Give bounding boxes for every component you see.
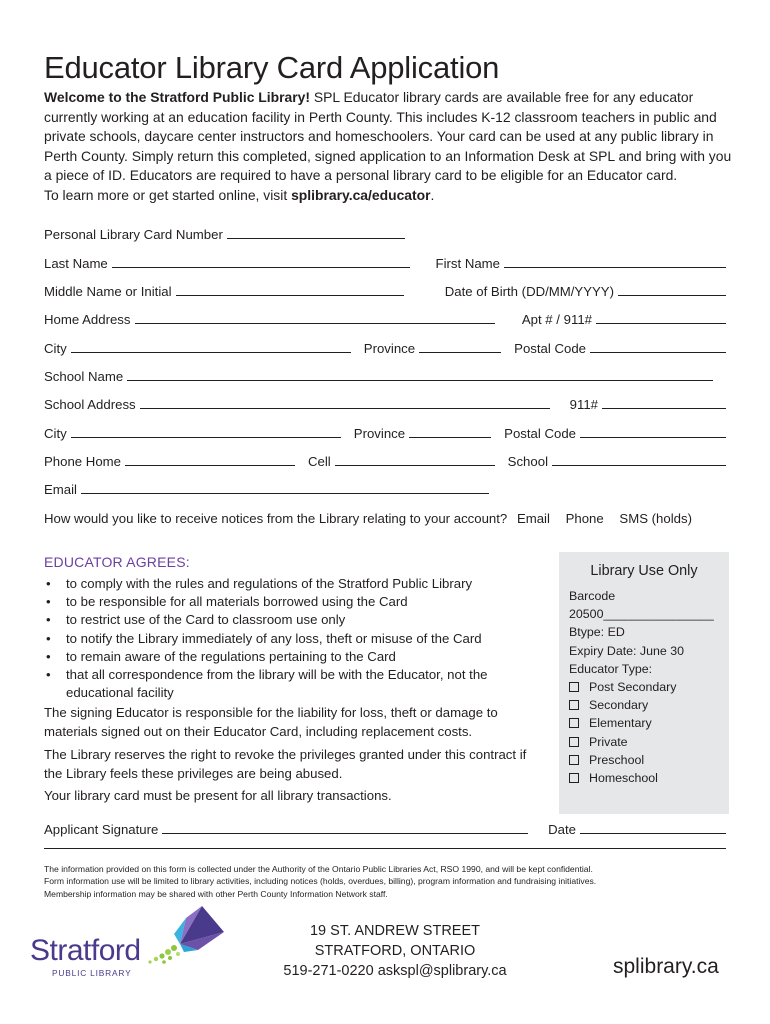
row-personal-card [44, 227, 726, 245]
field-last-name[interactable] [44, 256, 410, 274]
input-line-cell[interactable] [335, 454, 495, 466]
stratford-library-logo [26, 904, 226, 984]
input-line-school-city[interactable] [71, 426, 341, 438]
logo-wordmark: Stratford [30, 934, 141, 967]
notice-option-email[interactable]: Email [516, 511, 550, 526]
page-title: Educator Library Card Application [44, 50, 500, 85]
field-email[interactable] [44, 482, 489, 500]
type-label: Post Secondary [589, 680, 677, 695]
input-line-first-name[interactable] [504, 256, 726, 268]
agrees-item: • to comply with the rules and regulations of the Stratford Public Library [44, 575, 544, 593]
agrees-item: • to restrict use of the Card to classroom use only [44, 611, 544, 629]
input-line-school-postal[interactable] [580, 426, 726, 438]
label-school-911: 911# [569, 397, 598, 412]
type-label: Private [589, 734, 628, 749]
label-signature-date: Date [548, 822, 576, 837]
type-secondary[interactable] [569, 696, 719, 714]
field-school-postal[interactable] [504, 426, 726, 444]
intro-body: SPL Educator library cards are available free for any educator currently working at an education facility in Perth County. This includes K-12 classroom teachers in public and private schools, daycare center instructors and homeschoolers. Your card can be used at any public library in Perth County. Simply return this completed, signed application to an Information Desk at SPL and bring with you a piece of ID. Educators are required to have a personal library card to be eligible for an Educator card. [44, 89, 732, 184]
input-line-phone-home[interactable] [125, 454, 295, 466]
label-home-address: Home Address [44, 312, 131, 327]
input-line-middle-name[interactable] [176, 284, 404, 296]
label-dob: Date of Birth (DD/MM/YYYY) [444, 284, 614, 299]
privacy-notice [44, 863, 724, 900]
checkbox-icon[interactable] [569, 737, 579, 747]
field-city[interactable] [44, 341, 351, 359]
input-line-signature[interactable] [162, 822, 528, 834]
input-line-city[interactable] [71, 341, 351, 353]
privacy-line: Form information use will be limited to library activities, including notices (holds, overdues, billing), program information and fundraising initiatives. [44, 876, 597, 887]
type-homeschool[interactable] [569, 769, 719, 787]
label-apt: Apt # / 911# [521, 312, 592, 327]
input-line-school-911[interactable] [602, 397, 726, 409]
agrees-item: • to be responsible for all materials borrowed using the Card [44, 593, 544, 611]
btype: Btype: ED [569, 625, 625, 640]
checkbox-icon[interactable] [569, 773, 579, 783]
address-street: 19 ST. ANDREW STREET [309, 923, 480, 939]
intro-welcome: Welcome to the Stratford Public Library! [44, 89, 311, 105]
expiry-date: Expiry Date: June 30 [569, 643, 685, 658]
learn-suffix: . [430, 186, 435, 203]
label-middle-name: Middle Name or Initial [44, 284, 172, 299]
card-present-paragraph: Your library card must be present for all library transactions. [44, 788, 392, 803]
input-line-province[interactable] [419, 341, 501, 353]
checkbox-icon[interactable] [569, 718, 579, 728]
educator-link[interactable]: splibrary.ca/educator [291, 186, 431, 203]
label-school-postal: Postal Code [504, 426, 576, 441]
checkbox-icon[interactable] [569, 700, 579, 710]
agrees-item: • that all correspondence from the library will be with the Educator, not the educational facility [44, 666, 544, 702]
field-school-name[interactable] [44, 369, 713, 387]
input-line-school-name[interactable] [127, 369, 713, 381]
label-school-phone: School [507, 454, 548, 469]
agrees-title: EDUCATOR AGREES: [44, 554, 190, 570]
type-private[interactable] [569, 733, 719, 751]
field-school-city[interactable] [44, 426, 341, 444]
label-applicant-signature: Applicant Signature [44, 822, 159, 837]
barcode-value: 20500________________ [569, 607, 714, 622]
label-last-name: Last Name [44, 256, 108, 271]
type-label: Elementary [589, 716, 652, 731]
agrees-item: • to remain aware of the regulations pertaining to the Card [44, 648, 544, 666]
field-phone-home[interactable] [44, 454, 295, 472]
input-line-apt[interactable] [596, 312, 726, 324]
label-first-name: First Name [435, 256, 500, 271]
input-line-personal-card[interactable] [227, 227, 405, 239]
row-email [44, 482, 726, 500]
input-line-date[interactable] [580, 822, 726, 834]
notice-preference [44, 511, 692, 526]
field-apt[interactable] [522, 312, 726, 330]
learn-prefix: To learn more or get started online, visit [44, 186, 292, 203]
input-line-school-province[interactable] [409, 426, 491, 438]
label-school-name: School Name [44, 369, 124, 384]
field-cell[interactable] [308, 454, 495, 472]
liability-paragraph: The signing Educator is responsible for the liability for loss, theft or damage to materials signed out on their Educator Card, including replacement costs. [44, 705, 498, 739]
row-names [44, 256, 726, 274]
address-contact[interactable]: 519-271-0220 askspl@splibrary.ca [283, 963, 507, 979]
field-applicant-signature[interactable] [44, 822, 528, 837]
privacy-line: Membership information may be shared with other Perth County Information Network staff. [44, 888, 388, 899]
field-middle-name[interactable] [44, 284, 404, 302]
type-label: Secondary [589, 698, 649, 713]
row-middle-dob [44, 284, 726, 302]
field-first-name[interactable] [436, 256, 726, 274]
logo-subtitle: PUBLIC LIBRARY [52, 968, 132, 978]
label-school-province: Province [353, 426, 406, 441]
label-phone-home: Phone Home [44, 454, 121, 469]
divider [44, 848, 726, 849]
type-label: Preschool [589, 752, 645, 767]
field-province[interactable] [364, 341, 501, 359]
field-school-province[interactable] [354, 426, 491, 444]
library-use-box [559, 552, 729, 814]
row-home-city [44, 341, 726, 359]
intro-text [44, 88, 734, 206]
label-province: Province [363, 341, 416, 356]
field-home-address[interactable] [44, 312, 495, 330]
label-city: City [44, 341, 67, 356]
field-postal-code[interactable] [514, 341, 726, 359]
input-line-email[interactable] [81, 482, 489, 494]
row-school-city [44, 426, 726, 444]
label-postal-code: Postal Code [514, 341, 586, 356]
educator-type-label: Educator Type: [569, 661, 653, 676]
field-signature-date[interactable] [548, 822, 726, 837]
field-personal-card[interactable] [44, 227, 405, 245]
privacy-line: The information provided on this form is collected under the Authority of the Ontario Public Libraries Act, RSO 1990, and will be kept confidential. [44, 864, 593, 874]
library-use-title: Library Use Only [590, 563, 698, 579]
field-school-phone[interactable] [508, 454, 726, 472]
type-label: Homeschool [589, 771, 658, 786]
checkbox-icon[interactable] [569, 755, 579, 765]
row-phones [44, 454, 726, 472]
row-home-address [44, 312, 726, 330]
barcode-label: Barcode [569, 589, 616, 603]
label-school-city: City [44, 426, 67, 441]
address-city: STRATFORD, ONTARIO [314, 943, 476, 959]
row-school-address [44, 397, 726, 415]
input-line-postal-code[interactable] [590, 341, 726, 353]
field-dob[interactable] [445, 284, 726, 302]
agrees-list [44, 575, 544, 702]
field-school-911[interactable] [570, 397, 726, 415]
input-line-school-phone[interactable] [552, 454, 726, 466]
revoke-paragraph: The Library reserves the right to revoke the privileges granted under this contract if the Library feels these privileges are being abused. [44, 747, 527, 781]
type-post-secondary[interactable] [569, 678, 719, 696]
kite-icon [140, 904, 230, 968]
library-address [250, 921, 540, 981]
input-line-last-name[interactable] [112, 256, 410, 268]
type-preschool[interactable] [569, 751, 719, 769]
field-school-address[interactable] [44, 397, 550, 415]
website-link[interactable]: splibrary.ca [613, 955, 719, 978]
notice-question: How would you like to receive notices from the Library relating to your account? [44, 511, 508, 526]
row-school-name [44, 369, 726, 387]
input-line-dob[interactable] [618, 284, 726, 296]
notice-option-sms[interactable]: SMS (holds) [619, 511, 692, 526]
checkbox-icon[interactable] [569, 682, 579, 692]
label-personal-card: Personal Library Card Number [44, 227, 223, 242]
label-email: Email [44, 482, 77, 497]
type-elementary[interactable] [569, 714, 719, 732]
notice-option-phone[interactable]: Phone [565, 511, 604, 526]
input-line-home-address[interactable] [135, 312, 495, 324]
input-line-school-address[interactable] [140, 397, 550, 409]
agrees-item: • to notify the Library immediately of any loss, theft or misuse of the Card [44, 630, 544, 648]
label-cell: Cell [307, 454, 331, 469]
signature-row [44, 822, 726, 837]
label-school-address: School Address [44, 397, 136, 412]
